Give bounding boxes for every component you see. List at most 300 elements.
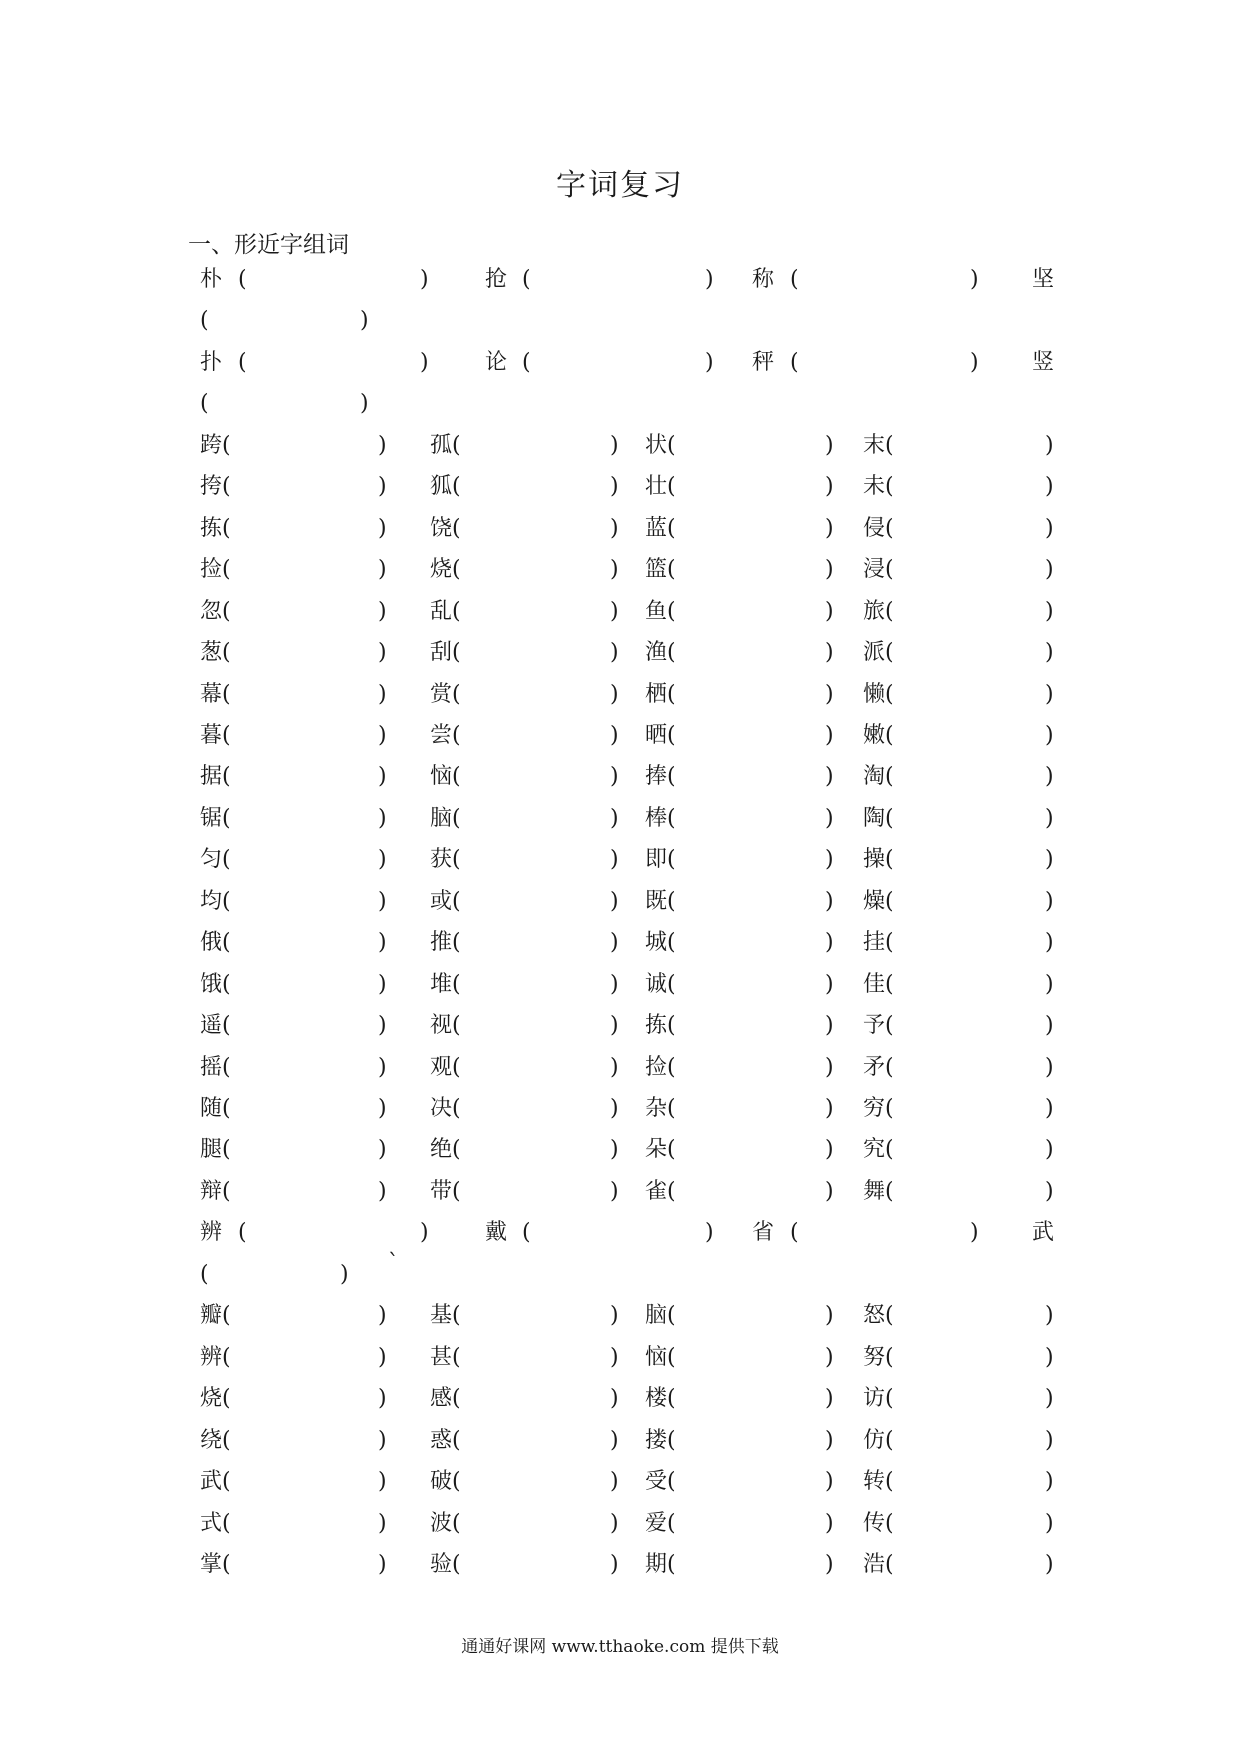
answer-blank-close[interactable]: ) (378, 1179, 387, 1204)
open-paren: ( (790, 267, 799, 292)
exercise-row (200, 718, 1060, 754)
char-prompt: 摇 (200, 1055, 223, 1080)
open-paren: ( (222, 930, 231, 955)
answer-blank-close[interactable]: ) (825, 1096, 834, 1121)
char-prompt: 懒 (863, 682, 886, 707)
exercise-row (200, 511, 1060, 547)
stray-mark: ` (388, 1251, 399, 1276)
open-paren: ( (885, 1137, 894, 1162)
char-prompt: 蓝 (645, 516, 668, 541)
char-prompt: 既 (645, 889, 668, 914)
exercise-row (200, 842, 1060, 878)
char-prompt: 受 (645, 1469, 668, 1494)
answer-blank-close[interactable]: ) (825, 972, 834, 997)
open-paren: ( (667, 516, 676, 541)
answer-blank-close[interactable]: ) (1045, 1179, 1054, 1204)
char-prompt: 验 (430, 1552, 453, 1577)
char-prompt: 雀 (645, 1179, 668, 1204)
char-prompt: 辩 (200, 1179, 223, 1204)
exercise-row (200, 1050, 1060, 1086)
exercise-row (200, 1215, 1060, 1251)
char-prompt: 淘 (863, 764, 886, 789)
exercise-row (200, 469, 1060, 505)
open-paren: ( (222, 1511, 231, 1536)
char-prompt: 楼 (645, 1386, 668, 1411)
open-paren: ( (667, 930, 676, 955)
open-paren: ( (222, 1179, 231, 1204)
open-paren: ( (885, 682, 894, 707)
open-paren: ( (667, 682, 676, 707)
char-prompt: 栖 (645, 682, 668, 707)
open-paren: ( (790, 350, 799, 375)
answer-blank-close[interactable]: ) (610, 847, 619, 872)
char-prompt: 陶 (863, 806, 886, 831)
answer-blank-close[interactable]: ) (610, 1469, 619, 1494)
answer-blank-close[interactable]: ) (825, 474, 834, 499)
answer-blank-close[interactable]: ) (825, 1179, 834, 1204)
answer-blank-close[interactable]: ) (705, 267, 714, 292)
open-paren: ( (885, 557, 894, 582)
open-paren: ( (667, 433, 676, 458)
answer-blank-close[interactable]: ) (825, 1013, 834, 1038)
open-paren: ( (452, 1013, 461, 1038)
answer-blank-close[interactable]: ) (378, 599, 387, 624)
answer-blank-close[interactable]: ) (1045, 682, 1054, 707)
answer-blank-close[interactable]: ) (340, 1262, 349, 1287)
answer-blank-close[interactable]: ) (825, 764, 834, 789)
answer-blank-close[interactable]: ) (1045, 764, 1054, 789)
answer-blank-close[interactable]: ) (420, 267, 429, 292)
open-paren: ( (667, 1469, 676, 1494)
char-prompt: 末 (863, 433, 886, 458)
answer-blank-close[interactable]: ) (378, 433, 387, 458)
char-prompt: 获 (430, 847, 453, 872)
char-prompt: 据 (200, 764, 223, 789)
answer-blank-close[interactable]: ) (610, 1096, 619, 1121)
exercise-row (200, 1132, 1060, 1168)
char-prompt: 朵 (645, 1137, 668, 1162)
answer-blank-close[interactable]: ) (610, 1013, 619, 1038)
open-paren: ( (452, 930, 461, 955)
answer-blank-close[interactable]: ) (825, 847, 834, 872)
open-paren: ( (885, 1179, 894, 1204)
answer-blank-close[interactable]: ) (610, 889, 619, 914)
answer-blank-close[interactable]: ) (378, 1511, 387, 1536)
char-prompt: 旅 (863, 599, 886, 624)
answer-blank-close[interactable]: ) (378, 764, 387, 789)
answer-blank-close[interactable]: ) (705, 1220, 714, 1245)
open-paren: ( (667, 1386, 676, 1411)
open-paren: ( (667, 1511, 676, 1536)
answer-blank-close[interactable]: ) (610, 1303, 619, 1328)
answer-blank-close[interactable]: ) (1045, 1303, 1054, 1328)
char-prompt: 即 (645, 847, 668, 872)
char-prompt: 基 (430, 1303, 453, 1328)
char-prompt: 掌 (200, 1552, 223, 1577)
answer-blank-close[interactable]: ) (1045, 723, 1054, 748)
open-paren: ( (522, 1220, 531, 1245)
answer-blank-close[interactable]: ) (610, 557, 619, 582)
answer-blank-close[interactable]: ) (610, 930, 619, 955)
open-paren: ( (667, 1137, 676, 1162)
char-prompt: 视 (430, 1013, 453, 1038)
char-prompt: 怒 (863, 1303, 886, 1328)
answer-blank-close[interactable]: ) (1045, 1511, 1054, 1536)
char-prompt: 随 (200, 1096, 223, 1121)
char-prompt: 破 (430, 1469, 453, 1494)
answer-blank-close[interactable]: ) (378, 972, 387, 997)
answer-blank-close[interactable]: ) (825, 930, 834, 955)
answer-blank-close[interactable]: ) (420, 350, 429, 375)
open-paren: ( (200, 308, 209, 333)
char-prompt: 竖 (1032, 350, 1055, 375)
open-paren: ( (667, 1179, 676, 1204)
answer-blank-close[interactable]: ) (610, 1179, 619, 1204)
answer-blank-close[interactable]: ) (825, 1386, 834, 1411)
char-prompt: 予 (863, 1013, 886, 1038)
answer-blank-close[interactable]: ) (378, 516, 387, 541)
answer-blank-close[interactable]: ) (825, 1345, 834, 1370)
answer-blank-close[interactable]: ) (1045, 806, 1054, 831)
char-prompt: 恼 (645, 1345, 668, 1370)
char-prompt: 期 (645, 1552, 668, 1577)
open-paren: ( (885, 1345, 894, 1370)
char-prompt: 矛 (863, 1055, 886, 1080)
char-prompt: 舞 (863, 1179, 886, 1204)
open-paren: ( (222, 474, 231, 499)
char-prompt: 渔 (645, 640, 668, 665)
exercise-row (200, 967, 1060, 1003)
answer-blank-close[interactable]: ) (378, 1428, 387, 1453)
answer-blank-close[interactable]: ) (378, 1096, 387, 1121)
answer-blank-close[interactable]: ) (1045, 640, 1054, 665)
open-paren: ( (200, 391, 209, 416)
open-paren: ( (452, 1511, 461, 1536)
answer-blank-close[interactable]: ) (378, 1013, 387, 1038)
open-paren: ( (885, 640, 894, 665)
open-paren: ( (238, 267, 247, 292)
char-prompt: 绕 (200, 1428, 223, 1453)
open-paren: ( (885, 474, 894, 499)
exercise-row (200, 1174, 1060, 1210)
answer-blank-close[interactable]: ) (1045, 1469, 1054, 1494)
exercise-row-continuation (200, 1251, 1060, 1293)
answer-blank-close[interactable]: ) (1045, 1345, 1054, 1370)
answer-blank-close[interactable]: ) (610, 474, 619, 499)
answer-blank-close[interactable]: ) (610, 1137, 619, 1162)
exercise-row (200, 428, 1060, 464)
answer-blank-close[interactable]: ) (1045, 433, 1054, 458)
open-paren: ( (667, 847, 676, 872)
exercise-row (200, 262, 1060, 298)
answer-blank-close[interactable]: ) (378, 1386, 387, 1411)
answer-blank-close[interactable]: ) (825, 1428, 834, 1453)
open-paren: ( (222, 1428, 231, 1453)
answer-blank-close[interactable]: ) (610, 723, 619, 748)
exercise-row (200, 1298, 1060, 1334)
open-paren: ( (667, 889, 676, 914)
open-paren: ( (452, 557, 461, 582)
answer-blank-close[interactable]: ) (825, 1137, 834, 1162)
char-prompt: 省 (752, 1220, 775, 1245)
exercise-row-continuation (200, 303, 1060, 339)
open-paren: ( (222, 1303, 231, 1328)
answer-blank-close[interactable]: ) (610, 682, 619, 707)
answer-blank-close[interactable]: ) (825, 1469, 834, 1494)
answer-blank-close[interactable]: ) (825, 889, 834, 914)
open-paren: ( (222, 682, 231, 707)
open-paren: ( (452, 1386, 461, 1411)
page-title: 字词复习 (556, 168, 684, 203)
open-paren: ( (667, 1552, 676, 1577)
char-prompt: 孤 (430, 433, 453, 458)
answer-blank-close[interactable]: ) (825, 806, 834, 831)
answer-blank-close[interactable]: ) (610, 1552, 619, 1577)
answer-blank-close[interactable]: ) (610, 1055, 619, 1080)
answer-blank-close[interactable]: ) (610, 640, 619, 665)
answer-blank-close[interactable]: ) (378, 682, 387, 707)
char-prompt: 忽 (200, 599, 223, 624)
open-paren: ( (667, 972, 676, 997)
char-prompt: 佳 (863, 972, 886, 997)
char-prompt: 拣 (645, 1013, 668, 1038)
char-prompt: 均 (200, 889, 223, 914)
answer-blank-close[interactable]: ) (825, 433, 834, 458)
char-prompt: 浩 (863, 1552, 886, 1577)
char-prompt: 捡 (645, 1055, 668, 1080)
open-paren: ( (667, 1345, 676, 1370)
open-paren: ( (667, 1303, 676, 1328)
open-paren: ( (885, 1552, 894, 1577)
char-prompt: 葱 (200, 640, 223, 665)
exercise-row (200, 677, 1060, 713)
char-prompt: 嫩 (863, 723, 886, 748)
answer-blank-close[interactable]: ) (1045, 557, 1054, 582)
open-paren: ( (667, 806, 676, 831)
answer-blank-close[interactable]: ) (378, 1469, 387, 1494)
open-paren: ( (667, 764, 676, 789)
exercise-row (200, 1340, 1060, 1376)
char-prompt: 俄 (200, 930, 223, 955)
answer-blank-close[interactable]: ) (378, 1137, 387, 1162)
answer-blank-close[interactable]: ) (378, 1552, 387, 1577)
answer-blank-close[interactable]: ) (825, 1511, 834, 1536)
char-prompt: 搂 (645, 1428, 668, 1453)
char-prompt: 波 (430, 1511, 453, 1536)
char-prompt: 捡 (200, 557, 223, 582)
char-prompt: 究 (863, 1137, 886, 1162)
answer-blank-close[interactable]: ) (825, 557, 834, 582)
open-paren: ( (452, 433, 461, 458)
answer-blank-close[interactable]: ) (825, 1552, 834, 1577)
answer-blank-close[interactable]: ) (1045, 1096, 1054, 1121)
exercise-row (200, 884, 1060, 920)
open-paren: ( (238, 1220, 247, 1245)
exercise-row (200, 801, 1060, 837)
char-prompt: 棒 (645, 806, 668, 831)
answer-blank-close[interactable]: ) (610, 599, 619, 624)
answer-blank-close[interactable]: ) (378, 1055, 387, 1080)
answer-blank-close[interactable]: ) (378, 1345, 387, 1370)
open-paren: ( (222, 1096, 231, 1121)
answer-blank-close[interactable]: ) (610, 806, 619, 831)
char-prompt: 爱 (645, 1511, 668, 1536)
open-paren: ( (452, 847, 461, 872)
open-paren: ( (452, 972, 461, 997)
answer-blank-close[interactable]: ) (378, 474, 387, 499)
answer-blank-close[interactable]: ) (610, 516, 619, 541)
answer-blank-close[interactable]: ) (610, 1386, 619, 1411)
char-prompt: 惑 (430, 1428, 453, 1453)
answer-blank-close[interactable]: ) (1045, 1013, 1054, 1038)
answer-blank-close[interactable]: ) (1045, 847, 1054, 872)
char-prompt: 论 (485, 350, 508, 375)
open-paren: ( (885, 1013, 894, 1038)
char-prompt: 暮 (200, 723, 223, 748)
exercise-row (200, 635, 1060, 671)
answer-blank-close[interactable]: ) (1045, 599, 1054, 624)
char-prompt: 称 (752, 267, 775, 292)
answer-blank-close[interactable]: ) (1045, 972, 1054, 997)
open-paren: ( (667, 1055, 676, 1080)
open-paren: ( (885, 1469, 894, 1494)
open-paren: ( (452, 1137, 461, 1162)
open-paren: ( (222, 516, 231, 541)
char-prompt: 状 (645, 433, 668, 458)
char-prompt: 堆 (430, 972, 453, 997)
open-paren: ( (667, 557, 676, 582)
answer-blank-close[interactable]: ) (1045, 930, 1054, 955)
open-paren: ( (222, 889, 231, 914)
open-paren: ( (222, 847, 231, 872)
answer-blank-close[interactable]: ) (378, 723, 387, 748)
answer-blank-close[interactable]: ) (970, 1220, 979, 1245)
exercise-row (200, 1381, 1060, 1417)
open-paren: ( (885, 433, 894, 458)
open-paren: ( (222, 764, 231, 789)
char-prompt: 恼 (430, 764, 453, 789)
answer-blank-close[interactable]: ) (610, 972, 619, 997)
exercise-row (200, 1506, 1060, 1542)
answer-blank-close[interactable]: ) (1045, 1386, 1054, 1411)
char-prompt: 锯 (200, 806, 223, 831)
char-prompt: 饿 (200, 972, 223, 997)
answer-blank-close[interactable]: ) (378, 847, 387, 872)
answer-blank-close[interactable]: ) (705, 350, 714, 375)
open-paren: ( (222, 806, 231, 831)
answer-blank-close[interactable]: ) (360, 308, 369, 333)
answer-blank-close[interactable]: ) (610, 433, 619, 458)
answer-blank-close[interactable]: ) (1045, 1428, 1054, 1453)
char-prompt: 推 (430, 930, 453, 955)
answer-blank-close[interactable]: ) (970, 267, 979, 292)
open-paren: ( (885, 1386, 894, 1411)
open-paren: ( (222, 557, 231, 582)
answer-blank-close[interactable]: ) (970, 350, 979, 375)
answer-blank-close[interactable]: ) (825, 599, 834, 624)
char-prompt: 仿 (863, 1428, 886, 1453)
answer-blank-close[interactable]: ) (1045, 1552, 1054, 1577)
answer-blank-close[interactable]: ) (1045, 1137, 1054, 1162)
char-prompt: 尝 (430, 723, 453, 748)
open-paren: ( (667, 599, 676, 624)
open-paren: ( (452, 1303, 461, 1328)
open-paren: ( (667, 640, 676, 665)
open-paren: ( (667, 723, 676, 748)
open-paren: ( (522, 350, 531, 375)
answer-blank-close[interactable]: ) (610, 764, 619, 789)
answer-blank-close[interactable]: ) (1045, 516, 1054, 541)
open-paren: ( (667, 1013, 676, 1038)
answer-blank-close[interactable]: ) (610, 1511, 619, 1536)
open-paren: ( (452, 806, 461, 831)
open-paren: ( (452, 723, 461, 748)
answer-blank-close[interactable]: ) (825, 640, 834, 665)
exercise-row (200, 759, 1060, 795)
open-paren: ( (452, 889, 461, 914)
open-paren: ( (452, 682, 461, 707)
char-prompt: 辨 (200, 1345, 223, 1370)
open-paren: ( (222, 1386, 231, 1411)
open-paren: ( (452, 1428, 461, 1453)
exercise-row (200, 1547, 1060, 1583)
answer-blank-close[interactable]: ) (825, 682, 834, 707)
open-paren: ( (885, 930, 894, 955)
answer-blank-close[interactable]: ) (1045, 474, 1054, 499)
open-paren: ( (885, 1428, 894, 1453)
char-prompt: 武 (1032, 1220, 1055, 1245)
char-prompt: 捧 (645, 764, 668, 789)
char-prompt: 扑 (200, 350, 223, 375)
exercise-row (200, 1091, 1060, 1127)
char-prompt: 访 (863, 1386, 886, 1411)
answer-blank-close[interactable]: ) (610, 1428, 619, 1453)
answer-blank-close[interactable]: ) (825, 723, 834, 748)
answer-blank-close[interactable]: ) (360, 391, 369, 416)
answer-blank-close[interactable]: ) (378, 557, 387, 582)
answer-blank-close[interactable]: ) (378, 1303, 387, 1328)
char-prompt: 篮 (645, 557, 668, 582)
char-prompt: 壮 (645, 474, 668, 499)
char-prompt: 派 (863, 640, 886, 665)
answer-blank-close[interactable]: ) (1045, 1055, 1054, 1080)
char-prompt: 穷 (863, 1096, 886, 1121)
char-prompt: 坚 (1032, 267, 1055, 292)
answer-blank-close[interactable]: ) (610, 1345, 619, 1370)
open-paren: ( (790, 1220, 799, 1245)
answer-blank-close[interactable]: ) (825, 1303, 834, 1328)
answer-blank-close[interactable]: ) (825, 516, 834, 541)
char-prompt: 抢 (485, 267, 508, 292)
answer-blank-close[interactable]: ) (378, 930, 387, 955)
answer-blank-close[interactable]: ) (378, 640, 387, 665)
char-prompt: 观 (430, 1055, 453, 1080)
answer-blank-close[interactable]: ) (825, 1055, 834, 1080)
char-prompt: 匀 (200, 847, 223, 872)
open-paren: ( (222, 1552, 231, 1577)
char-prompt: 烧 (430, 557, 453, 582)
char-prompt: 侵 (863, 516, 886, 541)
answer-blank-close[interactable]: ) (378, 806, 387, 831)
open-paren: ( (222, 972, 231, 997)
char-prompt: 狐 (430, 474, 453, 499)
char-prompt: 努 (863, 1345, 886, 1370)
open-paren: ( (222, 1055, 231, 1080)
answer-blank-close[interactable]: ) (420, 1220, 429, 1245)
answer-blank-close[interactable]: ) (378, 889, 387, 914)
answer-blank-close[interactable]: ) (1045, 889, 1054, 914)
char-prompt: 脑 (430, 806, 453, 831)
